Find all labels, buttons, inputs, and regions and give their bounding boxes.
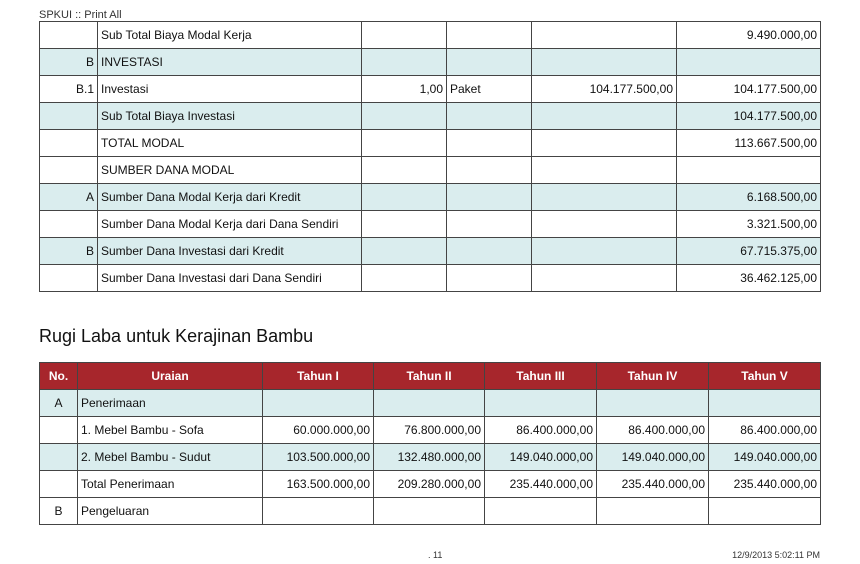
row-number <box>40 211 98 238</box>
row-quantity <box>362 49 447 76</box>
row-description: Total Penerimaan <box>78 471 263 498</box>
row-description: TOTAL MODAL <box>98 130 362 157</box>
table-row <box>40 103 821 130</box>
year-value: 86.400.000,00 <box>709 417 821 444</box>
year-value: 103.500.000,00 <box>263 444 374 471</box>
row-unit-price <box>532 103 677 130</box>
table-header-row <box>40 363 821 390</box>
print-header-title: SPKUI :: Print All <box>39 9 122 21</box>
modal-table <box>39 21 821 292</box>
year-value: 235.440.000,00 <box>485 471 597 498</box>
row-total: 3.321.500,00 <box>677 211 821 238</box>
row-unit-price: 104.177.500,00 <box>532 76 677 103</box>
row-number <box>40 103 98 130</box>
year-value <box>597 498 709 525</box>
row-total <box>677 157 821 184</box>
year-value: 149.040.000,00 <box>485 444 597 471</box>
table-row <box>40 49 821 76</box>
row-quantity: 1,00 <box>362 76 447 103</box>
table-row <box>40 22 821 49</box>
row-unit <box>447 22 532 49</box>
row-number: A <box>40 184 98 211</box>
row-number: B <box>40 238 98 265</box>
row-unit-price <box>532 211 677 238</box>
row-total: 104.177.500,00 <box>677 76 821 103</box>
row-number: B <box>40 49 98 76</box>
row-total: 36.462.125,00 <box>677 265 821 292</box>
table-row <box>40 76 821 103</box>
row-number: A <box>40 390 78 417</box>
row-unit <box>447 265 532 292</box>
year-value: 149.040.000,00 <box>709 444 821 471</box>
row-quantity <box>362 157 447 184</box>
column-header: Tahun III <box>485 363 597 390</box>
row-number: B.1 <box>40 76 98 103</box>
year-value <box>709 390 821 417</box>
row-unit-price <box>532 49 677 76</box>
page-number: . 11 <box>428 550 443 560</box>
table-row <box>40 444 821 471</box>
row-description: 1. Mebel Bambu - Sofa <box>78 417 263 444</box>
row-description: 2. Mebel Bambu - Sudut <box>78 444 263 471</box>
row-total: 67.715.375,00 <box>677 238 821 265</box>
table-row <box>40 211 821 238</box>
row-description: Penerimaan <box>78 390 263 417</box>
row-description: Pengeluaran <box>78 498 263 525</box>
table-row <box>40 157 821 184</box>
row-unit-price <box>532 157 677 184</box>
row-unit-price <box>532 238 677 265</box>
print-timestamp: 12/9/2013 5:02:11 PM <box>732 550 820 560</box>
column-header: Uraian <box>78 363 263 390</box>
row-unit <box>447 157 532 184</box>
year-value <box>263 390 374 417</box>
row-unit <box>447 103 532 130</box>
row-unit-price <box>532 130 677 157</box>
year-value <box>263 498 374 525</box>
row-unit-price <box>532 184 677 211</box>
year-value <box>374 498 485 525</box>
year-value: 60.000.000,00 <box>263 417 374 444</box>
table-row <box>40 498 821 525</box>
row-description: Investasi <box>98 76 362 103</box>
row-description: Sumber Dana Modal Kerja dari Kredit <box>98 184 362 211</box>
row-quantity <box>362 103 447 130</box>
table-row <box>40 238 821 265</box>
table-row <box>40 265 821 292</box>
row-total: 104.177.500,00 <box>677 103 821 130</box>
year-value <box>597 390 709 417</box>
year-value <box>485 390 597 417</box>
year-value: 163.500.000,00 <box>263 471 374 498</box>
row-description: INVESTASI <box>98 49 362 76</box>
row-number <box>40 417 78 444</box>
table-row <box>40 130 821 157</box>
table-row <box>40 390 821 417</box>
row-number <box>40 22 98 49</box>
row-total: 113.667.500,00 <box>677 130 821 157</box>
section-title: Rugi Laba untuk Kerajinan Bambu <box>39 326 314 346</box>
row-number <box>40 157 98 184</box>
year-value: 132.480.000,00 <box>374 444 485 471</box>
year-value <box>374 390 485 417</box>
row-unit <box>447 211 532 238</box>
row-total <box>677 49 821 76</box>
row-description: SUMBER DANA MODAL <box>98 157 362 184</box>
year-value: 86.400.000,00 <box>597 417 709 444</box>
year-value <box>709 498 821 525</box>
table-row <box>40 417 821 444</box>
row-quantity <box>362 211 447 238</box>
column-header: Tahun I <box>263 363 374 390</box>
row-unit <box>447 184 532 211</box>
row-unit-price <box>532 265 677 292</box>
row-description: Sumber Dana Investasi dari Dana Sendiri <box>98 265 362 292</box>
row-quantity <box>362 265 447 292</box>
column-header: No. <box>40 363 78 390</box>
row-description: Sumber Dana Investasi dari Kredit <box>98 238 362 265</box>
year-value: 235.440.000,00 <box>597 471 709 498</box>
row-total: 6.168.500,00 <box>677 184 821 211</box>
row-quantity <box>362 184 447 211</box>
year-value <box>485 498 597 525</box>
column-header: Tahun II <box>374 363 485 390</box>
year-value: 235.440.000,00 <box>709 471 821 498</box>
rugi-laba-table <box>39 362 821 525</box>
row-number: B <box>40 498 78 525</box>
year-value: 86.400.000,00 <box>485 417 597 444</box>
row-description: Sumber Dana Modal Kerja dari Dana Sendiri <box>98 211 362 238</box>
row-unit-price <box>532 22 677 49</box>
column-header: Tahun V <box>709 363 821 390</box>
row-unit <box>447 130 532 157</box>
row-quantity <box>362 238 447 265</box>
row-unit <box>447 49 532 76</box>
row-number <box>40 444 78 471</box>
row-description: Sub Total Biaya Modal Kerja <box>98 22 362 49</box>
row-quantity <box>362 130 447 157</box>
year-value: 209.280.000,00 <box>374 471 485 498</box>
row-number <box>40 265 98 292</box>
year-value: 149.040.000,00 <box>597 444 709 471</box>
row-unit <box>447 238 532 265</box>
column-header: Tahun IV <box>597 363 709 390</box>
table-row <box>40 184 821 211</box>
row-number <box>40 130 98 157</box>
row-unit: Paket <box>447 76 532 103</box>
year-value: 76.800.000,00 <box>374 417 485 444</box>
row-total: 9.490.000,00 <box>677 22 821 49</box>
row-number <box>40 471 78 498</box>
row-quantity <box>362 22 447 49</box>
table-row <box>40 471 821 498</box>
row-description: Sub Total Biaya Investasi <box>98 103 362 130</box>
